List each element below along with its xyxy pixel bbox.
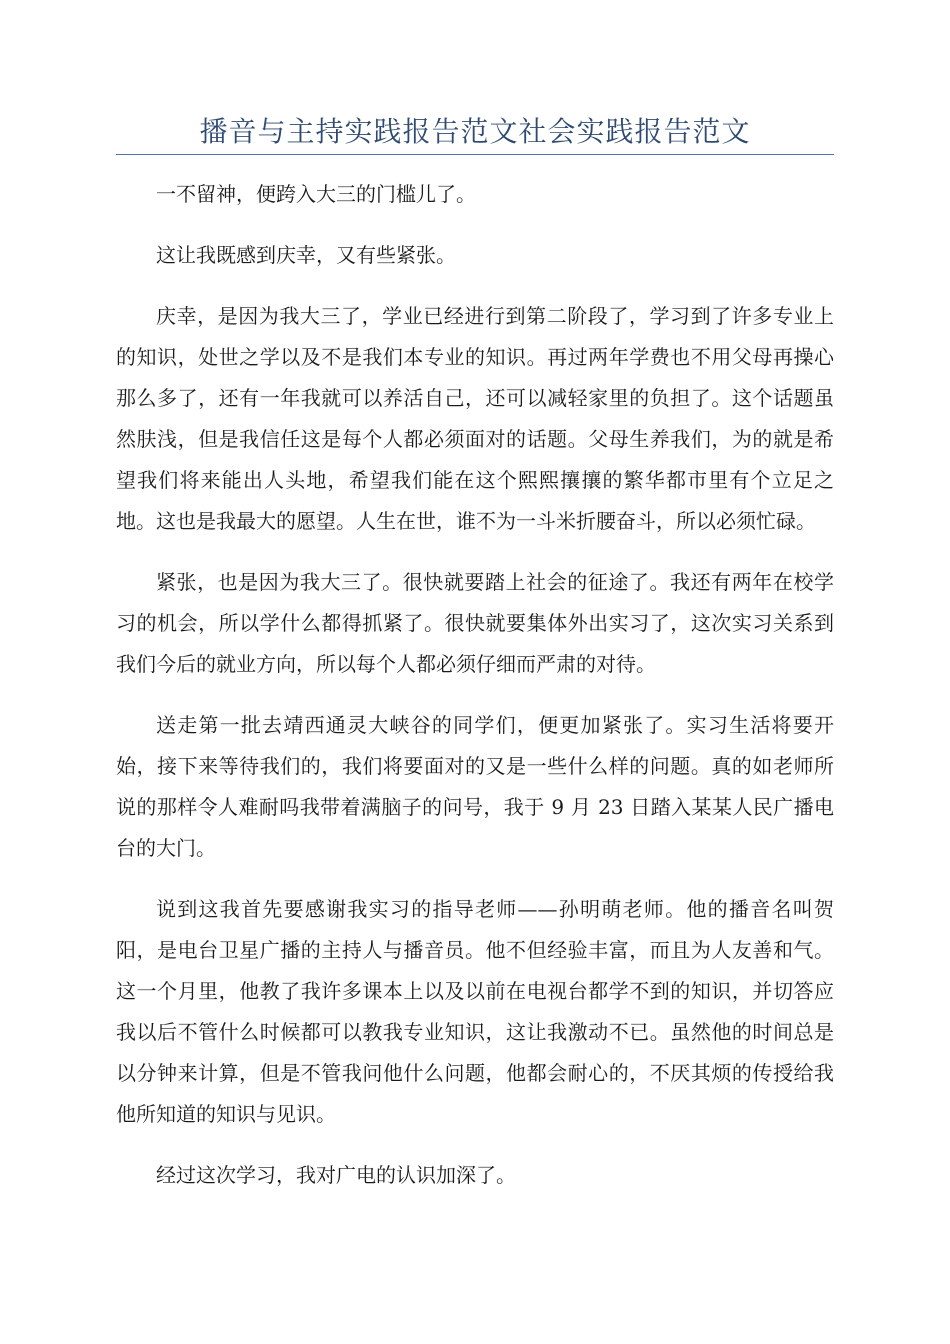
paragraph-1: 一不留神，便跨入大三的门槛儿了。 [156,182,476,206]
paragraph-3: 庆幸，是因为我大三了，学业已经进行到第二阶段了，学习到了许多专业上的知识，处世之学以及不是我们本专业的知识。再过两年学费也不用父母再操心那么多了，还有一年我就可以养活自己，还可以减轻家里的负担了。这个话题虽然肤浅，但是我信任这是每个人都必须面对的话题。父母生养我们，为的就是希望我们将来能出人头地，希望我们能在这个熙熙攘攘的繁华都市里有个立足之地。这也是我最大的愿望。人生在世，谁不为一斗米折腰奋斗，所以必须忙碌。 [116,304,834,533]
paragraph-4: 紧张，也是因为我大三了。很快就要踏上社会的征途了。我还有两年在校学习的机会，所以学什么都得抓紧了。很快就要集体外出实习了，这次实习关系到我们今后的就业方向，所以每个人都必须仔细而严肃的对待。 [116,570,834,676]
document-title: 播音与主持实践报告范文社会实践报告范文 [199,115,751,148]
document-body [116,174,834,1216]
paragraph-6: 说到这我首先要感谢我实习的指导老师——孙明萌老师。他的播音名叫贺阳，是电台卫星广播的主持人与播音员。他不但经验丰富，而且为人友善和气。这一个月里，他教了我许多课本上以及以前在电视台都学不到的知识，并切答应我以后不管什么时候都可以教我专业知识，这让我激动不已。虽然他的时间总是以分钟来计算，但是不管我问他什么问题，他都会耐心的，不厌其烦的传授给我他所知道的知识与见识。 [116,897,834,1126]
paragraph-7: 经过这次学习，我对广电的认识加深了。 [156,1163,516,1187]
paragraph-2: 这让我既感到庆幸，又有些紧张。 [156,243,456,267]
paragraph-5: 送走第一批去靖西通灵大峡谷的同学们，便更加紧张了。实习生活将要开始，接下来等待我们的，我们将要面对的又是一些什么样的问题。真的如老师所说的那样令人难耐吗我带着满脑子的问号，我于 9 月 23 日踏入某某人民广播电台的大门。 [116,713,834,860]
title-underline [116,154,834,155]
